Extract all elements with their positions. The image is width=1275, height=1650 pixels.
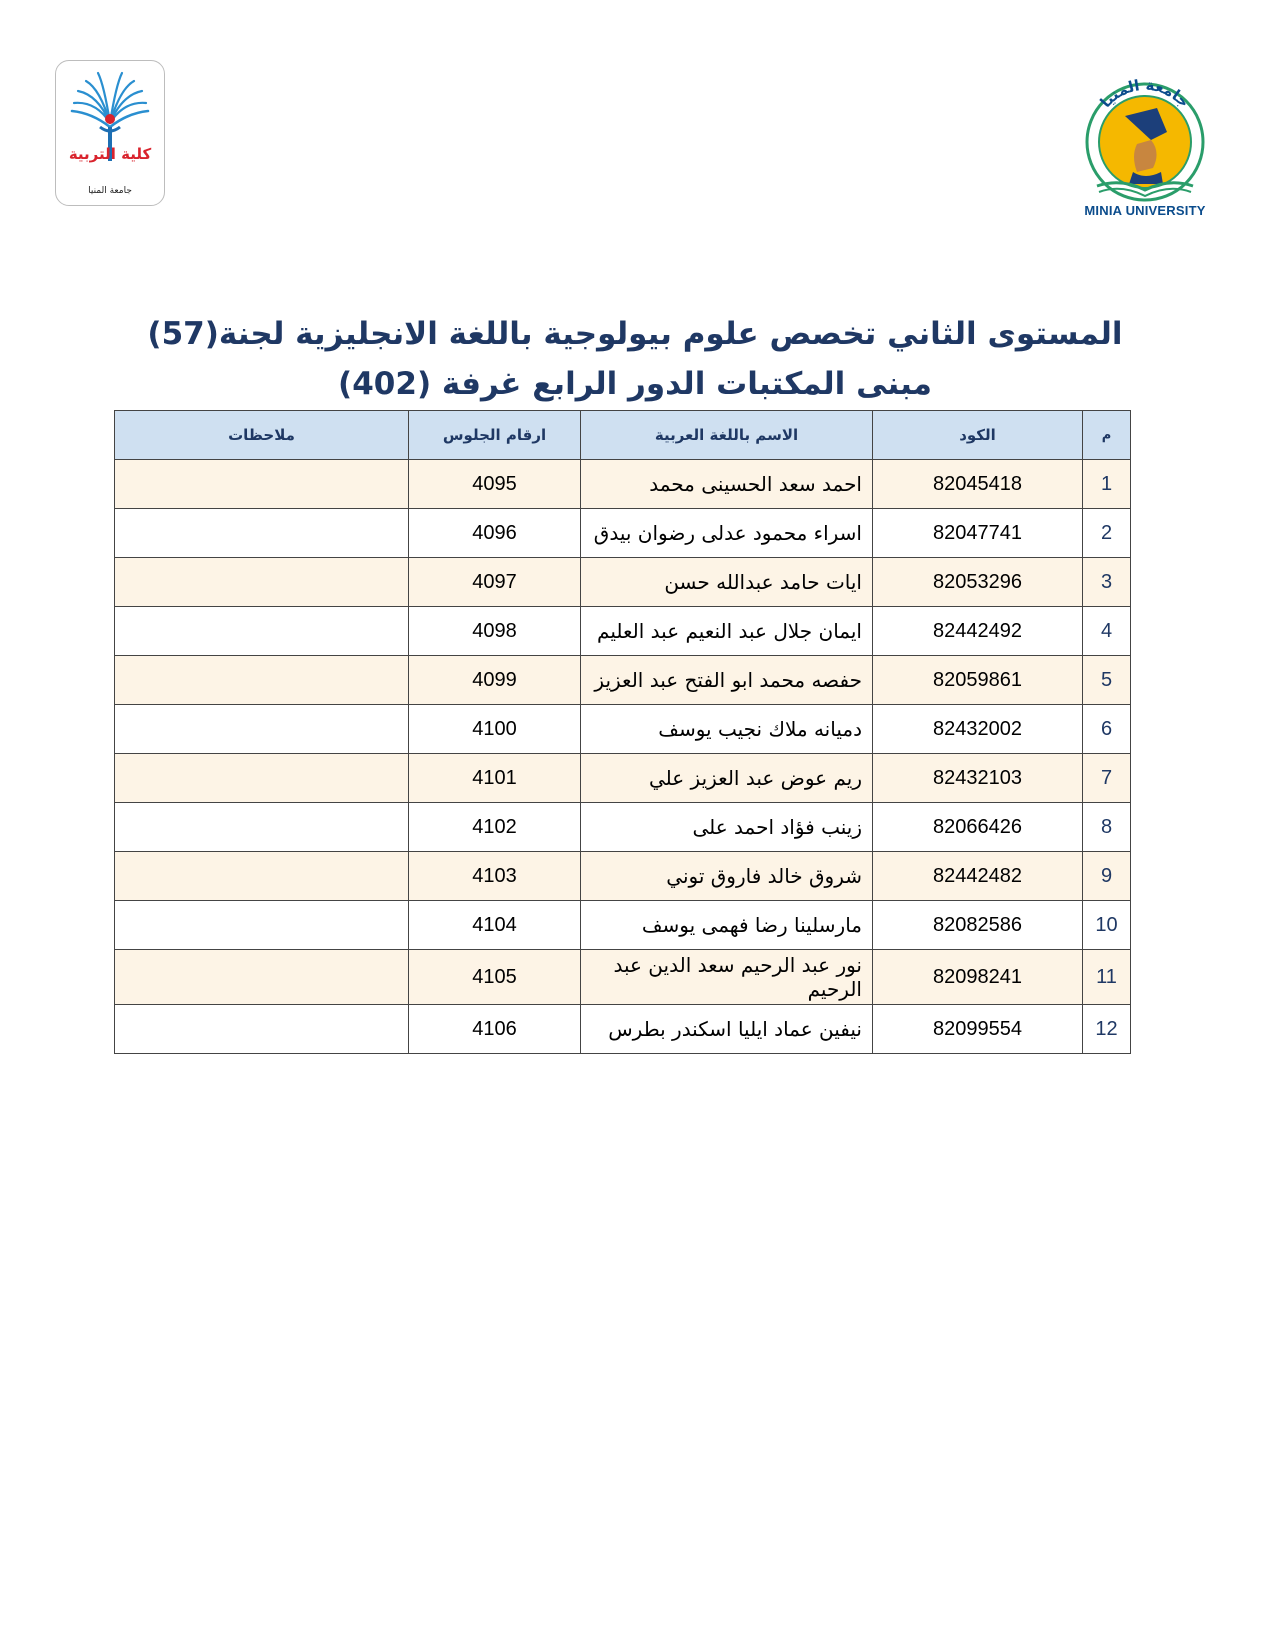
table-row <box>115 607 1131 656</box>
row-number: 3 <box>1083 558 1131 607</box>
student-name: حفصه محمد ابو الفتح عبد العزيز <box>581 656 873 705</box>
student-code: 82047741 <box>873 509 1083 558</box>
student-code: 82432002 <box>873 705 1083 754</box>
notes-cell <box>115 803 409 852</box>
table-row <box>115 558 1131 607</box>
table-row <box>115 705 1131 754</box>
seat-number: 4100 <box>409 705 581 754</box>
notes-cell <box>115 509 409 558</box>
table-row <box>115 754 1131 803</box>
minia-university-logo <box>1075 60 1215 220</box>
student-code: 82053296 <box>873 558 1083 607</box>
row-number: 1 <box>1083 460 1131 509</box>
student-code: 82059861 <box>873 656 1083 705</box>
student-code: 82066426 <box>873 803 1083 852</box>
open-book-icon <box>56 61 164 205</box>
header-number: م <box>1083 411 1131 460</box>
student-name: شروق خالد فاروق توني <box>581 852 873 901</box>
row-number: 10 <box>1083 901 1131 950</box>
student-name: ايات حامد عبدالله حسن <box>581 558 873 607</box>
student-name: احمد سعد الحسينى محمد <box>581 460 873 509</box>
seat-number: 4095 <box>409 460 581 509</box>
table-row <box>115 803 1131 852</box>
table-row <box>115 950 1131 1005</box>
row-number: 7 <box>1083 754 1131 803</box>
notes-cell <box>115 852 409 901</box>
header-name: الاسم باللغة العربية <box>581 411 873 460</box>
notes-cell <box>115 950 409 1005</box>
row-number: 2 <box>1083 509 1131 558</box>
logo-left-name: كلية التربية <box>68 145 152 163</box>
student-code: 82099554 <box>873 1005 1083 1054</box>
row-number: 11 <box>1083 950 1131 1005</box>
student-roster-table <box>114 410 1131 1054</box>
student-code: 82442492 <box>873 607 1083 656</box>
notes-cell <box>115 558 409 607</box>
row-number: 9 <box>1083 852 1131 901</box>
notes-cell <box>115 460 409 509</box>
row-number: 5 <box>1083 656 1131 705</box>
seat-number: 4102 <box>409 803 581 852</box>
student-name: نور عبد الرحيم سعد الدين عبد الرحيم <box>581 950 873 1005</box>
seat-number: 4106 <box>409 1005 581 1054</box>
seat-number: 4098 <box>409 607 581 656</box>
seat-number: 4097 <box>409 558 581 607</box>
document-title-line-1: المستوى الثاني تخصص علوم بيولوجية باللغة الانجليزية لجنة(57) <box>147 316 1123 352</box>
header-code: الكود <box>873 411 1083 460</box>
student-code: 82442482 <box>873 852 1083 901</box>
student-code: 82432103 <box>873 754 1083 803</box>
notes-cell <box>115 754 409 803</box>
table-row <box>115 509 1131 558</box>
student-code: 82045418 <box>873 460 1083 509</box>
student-name: ايمان جلال عبد النعيم عبد العليم <box>581 607 873 656</box>
logo-left-sub: جامعة المنيا <box>88 186 132 196</box>
student-name: نيفين عماد ايليا اسكندر بطرس <box>581 1005 873 1054</box>
notes-cell <box>115 705 409 754</box>
table-row <box>115 460 1131 509</box>
student-code: 82098241 <box>873 950 1083 1005</box>
seat-number: 4104 <box>409 901 581 950</box>
seat-number: 4096 <box>409 509 581 558</box>
student-name: مارسلينا رضا فهمى يوسف <box>581 901 873 950</box>
document-title-line-2: مبنى المكتبات الدور الرابع غرفة (402) <box>338 366 932 402</box>
table-row <box>115 852 1131 901</box>
row-number: 12 <box>1083 1005 1131 1054</box>
seat-number: 4103 <box>409 852 581 901</box>
notes-cell <box>115 1005 409 1054</box>
notes-cell <box>115 607 409 656</box>
seat-number: 4101 <box>409 754 581 803</box>
row-number: 6 <box>1083 705 1131 754</box>
student-name: اسراء محمود عدلى رضوان بيدق <box>581 509 873 558</box>
row-number: 4 <box>1083 607 1131 656</box>
table-row <box>115 656 1131 705</box>
student-code: 82082586 <box>873 901 1083 950</box>
table-row <box>115 1005 1131 1054</box>
logo-right-arc: جامعة المنيا <box>1096 75 1194 112</box>
seat-number: 4099 <box>409 656 581 705</box>
row-number: 8 <box>1083 803 1131 852</box>
faculty-of-education-logo <box>55 60 165 206</box>
table-row <box>115 901 1131 950</box>
notes-cell <box>115 901 409 950</box>
student-name: ريم عوض عبد العزيز علي <box>581 754 873 803</box>
notes-cell <box>115 656 409 705</box>
student-name: دميانه ملاك نجيب يوسف <box>581 705 873 754</box>
logo-right-caption: MINIA UNIVERSITY <box>1084 203 1206 218</box>
header-seat-number: ارقام الجلوس <box>409 411 581 460</box>
header-notes: ملاحظات <box>115 411 409 460</box>
table-header-row <box>115 411 1131 460</box>
student-name: زينب فؤاد احمد على <box>581 803 873 852</box>
seat-number: 4105 <box>409 950 581 1005</box>
